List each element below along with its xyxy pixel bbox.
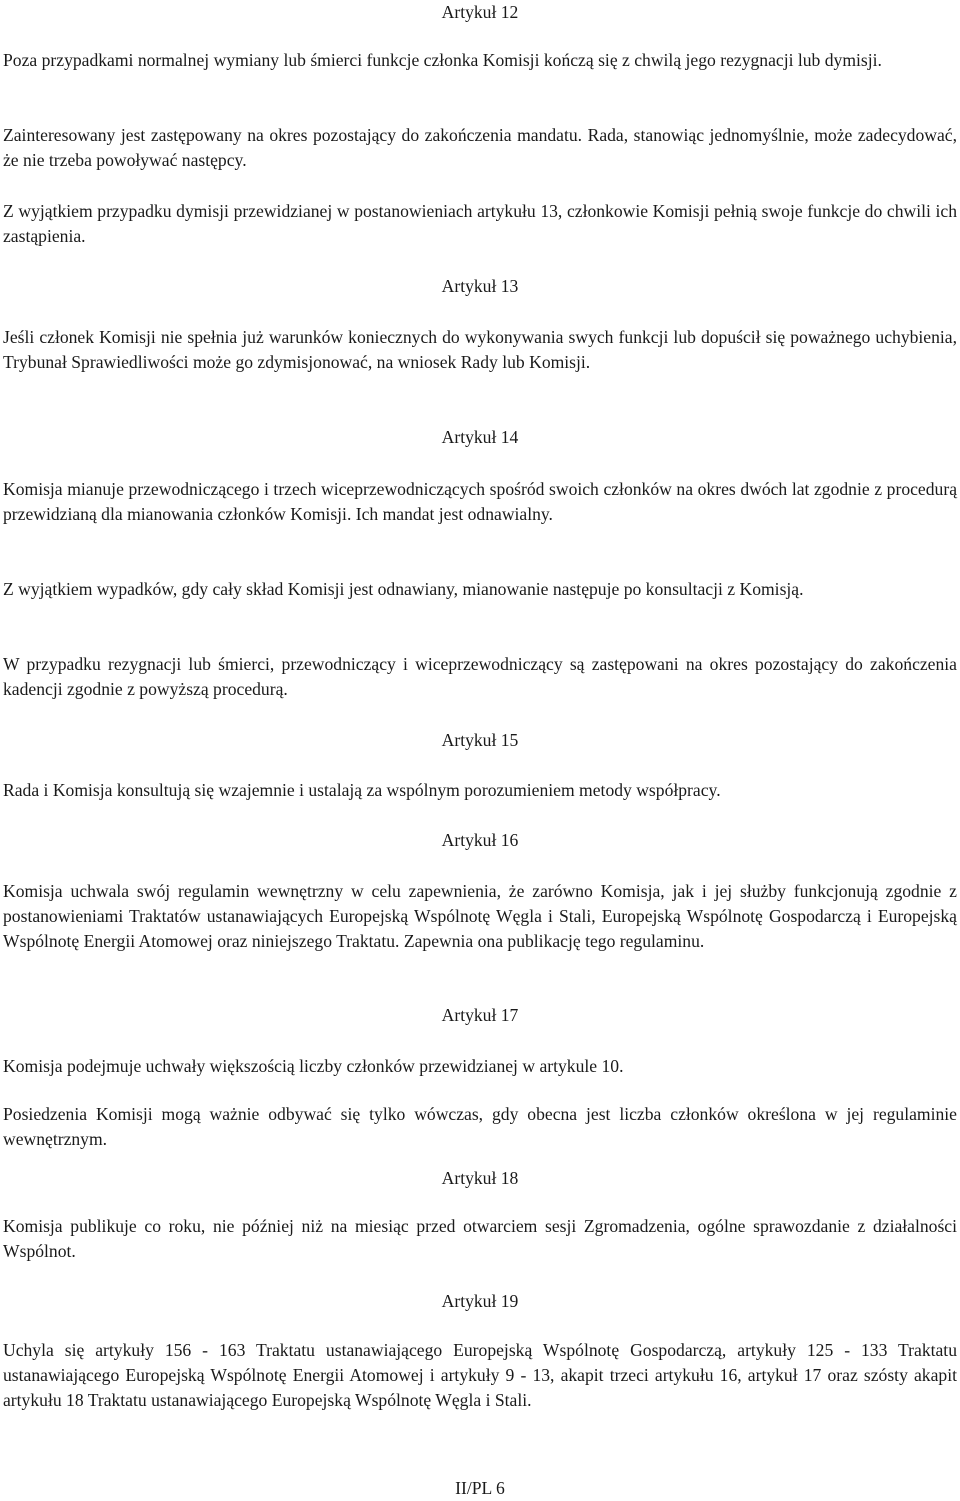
article-17-heading: Artykuł 17: [441, 1005, 519, 1025]
article-18-heading: Artykuł 18: [441, 1168, 519, 1188]
article-14-paragraph-1: Komisja mianuje przewodniczącego i trzech wiceprzewodniczących spośród swoich członków na okres dwóch lat zgodnie z procedurą przewidzianą dla mianowania członków Komisji. Ich mandat jest odnawialny.: [3, 479, 957, 524]
article-13-paragraph-1: Jeśli członek Komisji nie spełnia już warunków koniecznych do wykonywania swych funkcji lub dopuścił się poważnego uchybienia, Trybunał Sprawiedliwości może go zdymisjonować, na wniosek Rady lub Komisji.: [3, 327, 957, 372]
article-15-heading: Artykuł 15: [441, 730, 519, 750]
article-17-paragraph-1: Komisja podejmuje uchwały większością liczby członków przewidzianej w artykule 10.: [3, 1056, 624, 1076]
article-16-heading: Artykuł 16: [441, 830, 519, 850]
article-15-paragraph-1: Rada i Komisja konsultują się wzajemnie i ustalają za wspólnym porozumieniem metody współpracy.: [3, 780, 721, 800]
article-12-paragraph-3: Z wyjątkiem przypadku dymisji przewidzianej w postanowieniach artykułu 13, członkowie Komisji pełnią swoje funkcje do chwili ich zastąpienia.: [3, 201, 957, 246]
article-12-heading: Artykuł 12: [441, 2, 519, 22]
page-number-footer: II/PL 6: [455, 1478, 505, 1498]
article-12-paragraph-1: Poza przypadkami normalnej wymiany lub śmierci funkcje członka Komisji kończą się z chwilą jego rezygnacji lub dymisji.: [3, 50, 882, 70]
article-14-paragraph-2: Z wyjątkiem wypadków, gdy cały skład Komisji jest odnawiany, mianowanie następuje po konsultacji z Komisją.: [3, 579, 804, 599]
article-19-paragraph-1: Uchyla się artykuły 156 - 163 Traktatu ustanawiającego Europejską Wspólnotę Gospodarczą, artykuły 125 - 133 Traktatu ustanawiającego Europejską Wspólnotę Energii Atomowej i artykuły 9 - 13, akapit trzeci artykułu 16, artykuł 17 oraz szósty akapit artykułu 18 Traktatu ustanawiającego Europejską Wspólnotę Węgla i Stali.: [3, 1340, 957, 1410]
article-16-paragraph-1: Komisja uchwala swój regulamin wewnętrzny w celu zapewnienia, że zarówno Komisja, jak i jej służby funkcjonują zgodnie z postanowieniami Traktatów ustanawiających Europejską Wspólnotę Węgla i Stali, Europejską Wspólnotę Gospodarczą i Europejską Wspólnotę Energii Atomowej oraz niniejszego Traktatu. Zapewnia ona publikację tego regulaminu.: [3, 881, 957, 951]
article-18-paragraph-1: Komisja publikuje co roku, nie później niż na miesiąc przed otwarciem sesji Zgromadzenia, ogólne sprawozdanie z działalności Wspólnot.: [3, 1216, 957, 1261]
article-13-heading: Artykuł 13: [441, 276, 519, 296]
article-14-paragraph-3: W przypadku rezygnacji lub śmierci, przewodniczący i wiceprzewodniczący są zastępowani na okres pozostający do zakończenia kadencji zgodnie z powyższą procedurą.: [3, 654, 957, 699]
article-12-paragraph-2: Zainteresowany jest zastępowany na okres pozostający do zakończenia mandatu. Rada, stanowiąc jednomyślnie, może zadecydować, że nie trzeba powoływać następcy.: [3, 125, 957, 170]
article-19-heading: Artykuł 19: [441, 1291, 519, 1311]
article-14-heading: Artykuł 14: [441, 427, 519, 447]
article-17-paragraph-2: Posiedzenia Komisji mogą ważnie odbywać się tylko wówczas, gdy obecna jest liczba członków określona w jej regulaminie wewnętrznym.: [3, 1104, 957, 1149]
